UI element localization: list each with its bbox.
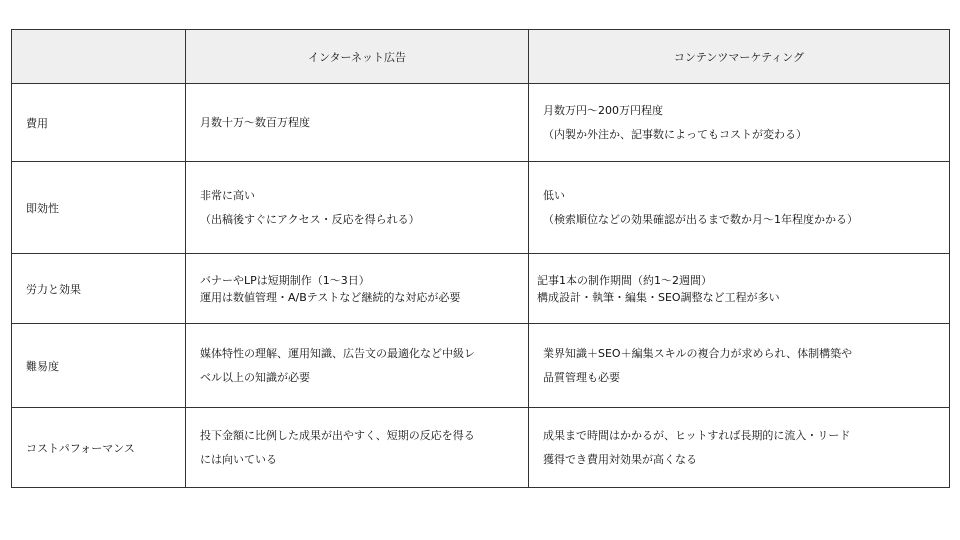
- row-label-cell: [12, 324, 186, 408]
- cell-text-line: （検索順位などの効果確認が出るまで数か月〜1年程度かかる）: [543, 212, 858, 226]
- cell-text-line: ベル以上の知識が必要: [200, 370, 310, 384]
- row-label-cell: [12, 162, 186, 254]
- cell-text-line: 記事1本の制作期間（約1〜2週間）: [537, 273, 712, 287]
- content-marketing-cell: [529, 408, 950, 488]
- cell-text-line: 構成設計・執筆・編集・SEO調整など工程が多い: [537, 290, 780, 304]
- header-cell-internet-ads: [186, 30, 529, 84]
- row-label-cell: [12, 254, 186, 324]
- cell-text-line: 業界知識＋SEO＋編集スキルの複合力が求められ、体制構築や: [543, 346, 853, 360]
- table-row-cost-performance: [12, 408, 950, 488]
- cell-text-line: 月数十万〜数百万程度: [200, 115, 310, 129]
- cell-text-line: 品質管理も必要: [543, 370, 620, 384]
- cell-text-line: 月数万円〜200万円程度: [543, 103, 663, 117]
- row-label: コストパフォーマンス: [26, 441, 135, 455]
- cell-text-line: 非常に高い: [200, 188, 255, 202]
- cell-text-line: 投下金額に比例した成果が出やすく、短期の反応を得る: [200, 428, 475, 442]
- row-label: 即効性: [26, 201, 59, 215]
- cell-text-line: には向いている: [200, 452, 277, 466]
- table-row-cost: [12, 84, 950, 162]
- internet-ads-cell: [186, 408, 529, 488]
- internet-ads-cell: [186, 324, 529, 408]
- cell-text-line: （内製か外注か、記事数によってもコストが変わる）: [543, 127, 807, 141]
- cell-text-line: 運用は数値管理・A/Bテストなど継続的な対応が必要: [200, 290, 461, 304]
- cell-text-line: 獲得でき費用対効果が高くなる: [543, 452, 697, 466]
- table-row-effort: [12, 254, 950, 324]
- cell-text-line: 媒体特性の理解、運用知識、広告文の最適化など中級レ: [200, 346, 475, 360]
- cell-text-line: （出稿後すぐにアクセス・反応を得られる）: [200, 212, 420, 226]
- comparison-table: [11, 29, 950, 488]
- internet-ads-cell: [186, 254, 529, 324]
- table-row-immediacy: [12, 162, 950, 254]
- row-label: 労力と効果: [26, 282, 81, 296]
- row-label: 難易度: [26, 359, 59, 373]
- row-label-cell: [12, 408, 186, 488]
- row-label: 費用: [26, 116, 48, 130]
- header-internet-ads-label: インターネット広告: [305, 49, 409, 65]
- row-label-cell: [12, 84, 186, 162]
- table-row-difficulty: [12, 324, 950, 408]
- content-marketing-cell: [529, 84, 950, 162]
- header-row: [12, 30, 950, 84]
- header-cell-empty: [12, 30, 186, 84]
- content-marketing-cell: [529, 162, 950, 254]
- cell-text-line: 成果まで時間はかかるが、ヒットすれば長期的に流入・リード: [543, 428, 851, 442]
- internet-ads-cell: [186, 84, 529, 162]
- content-marketing-cell: [529, 254, 950, 324]
- internet-ads-cell: [186, 162, 529, 254]
- header-content-marketing-label: コンテンツマーケティング: [671, 49, 807, 65]
- cell-text-line: バナーやLPは短期制作（1〜3日）: [200, 273, 370, 287]
- header-cell-content-marketing: [529, 30, 950, 84]
- content-marketing-cell: [529, 324, 950, 408]
- cell-text-line: 低い: [543, 188, 565, 202]
